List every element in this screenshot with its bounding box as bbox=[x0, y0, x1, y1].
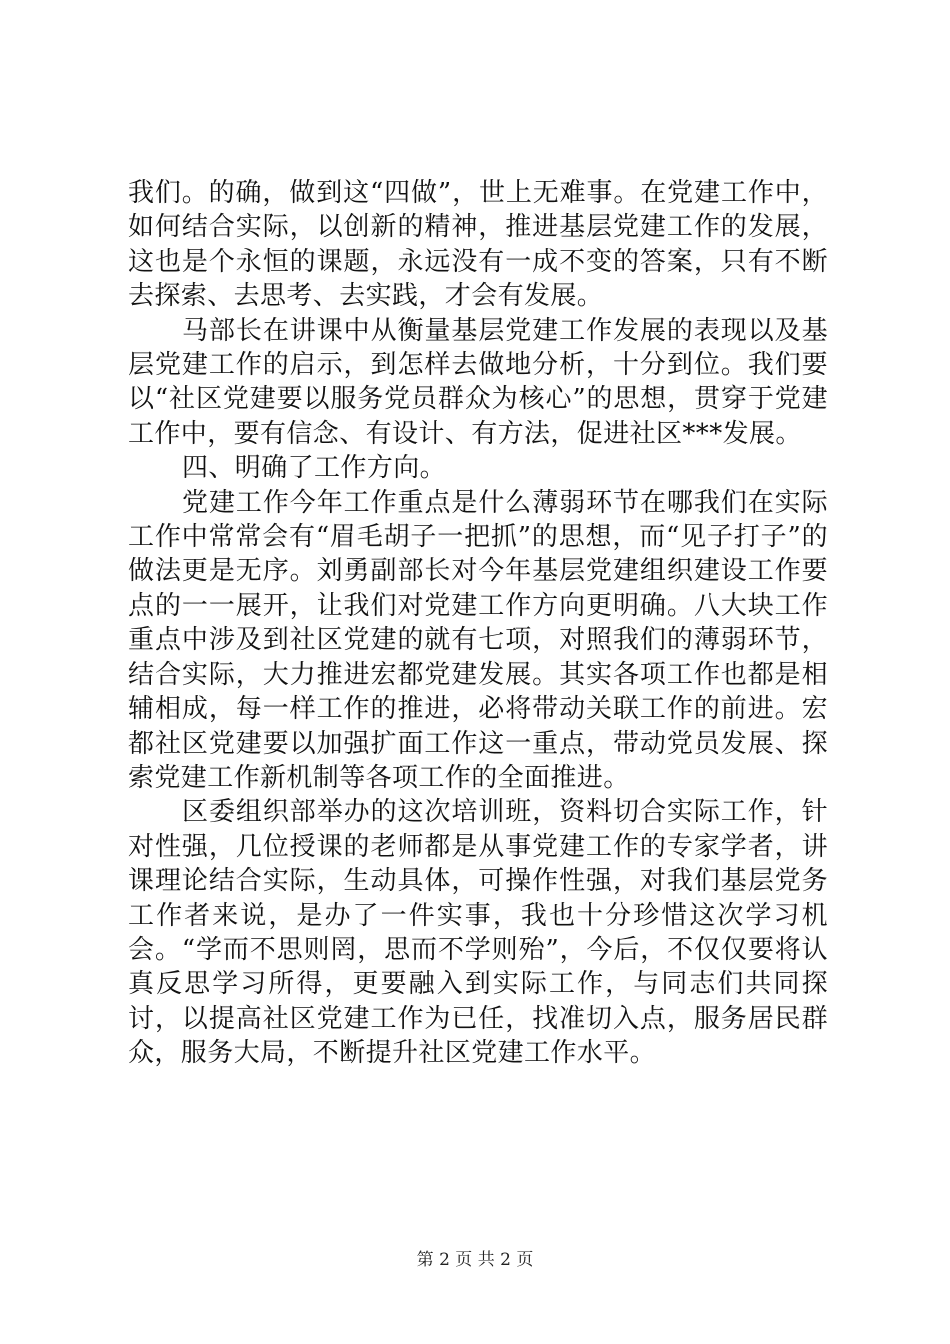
paragraph-1: 我们。的确，做到这“四做”，世上无难事。在党建工作中，如何结合实际，以创新的精神，推进基层党建工作的发展，这也是个永恒的课题，永远没有一成不变的答案，只有不断去探索、去思考、去实践，才会有发展。 bbox=[128, 178, 828, 312]
document-body bbox=[128, 176, 828, 1071]
paragraph-4: 党建工作今年工作重点是什么薄弱环节在哪我们在实际工作中常常会有“眉毛胡子一把抓”的思想，而“见子打子”的做法更是无序。刘勇副部长对今年基层党建组织建设工作要点的一一展开，让我们对党建工作方向更明确。八大块工作重点中涉及到社区党建的就有七项，对照我们的薄弱环节，结合实际，大力推进宏都党建发展。其实各项工作也都是相辅相成，每一样工作的推进，必将带动关联工作的前进。宏都社区党建要以加强扩面工作这一重点，带动党员发展、探索党建工作新机制等各项工作的全面推进。 bbox=[128, 487, 828, 793]
paragraph-2: 马部长在讲课中从衡量基层党建工作发展的表现以及基层党建工作的启示，到怎样去做地分析，十分到位。我们要以“社区党建要以服务党员群众为核心”的思想，贯穿于党建工作中，要有信念、有设计、有方法，促进社区***发展。 bbox=[128, 315, 828, 449]
page-number-footer: 第 2 页 共 2 页 bbox=[416, 1250, 534, 1270]
paragraph-5: 区委组织部举办的这次培训班，资料切合实际工作，针对性强，几位授课的老师都是从事党建工作的专家学者，讲课理论结合实际，生动具体，可操作性强，对我们基层党务工作者来说，是办了一件实事，我也十分珍惜这次学习机会。“学而不思则罔，思而不学则殆”，今后，不仅仅要将认真反思学习所得，更要融入到实际工作，与同志们共同探讨，以提高社区党建工作为已任，找准切入点，服务居民群众，服务大局，不断提升社区党建工作水平。 bbox=[128, 797, 828, 1069]
section-heading: 四、明确了工作方向。 bbox=[182, 453, 447, 484]
